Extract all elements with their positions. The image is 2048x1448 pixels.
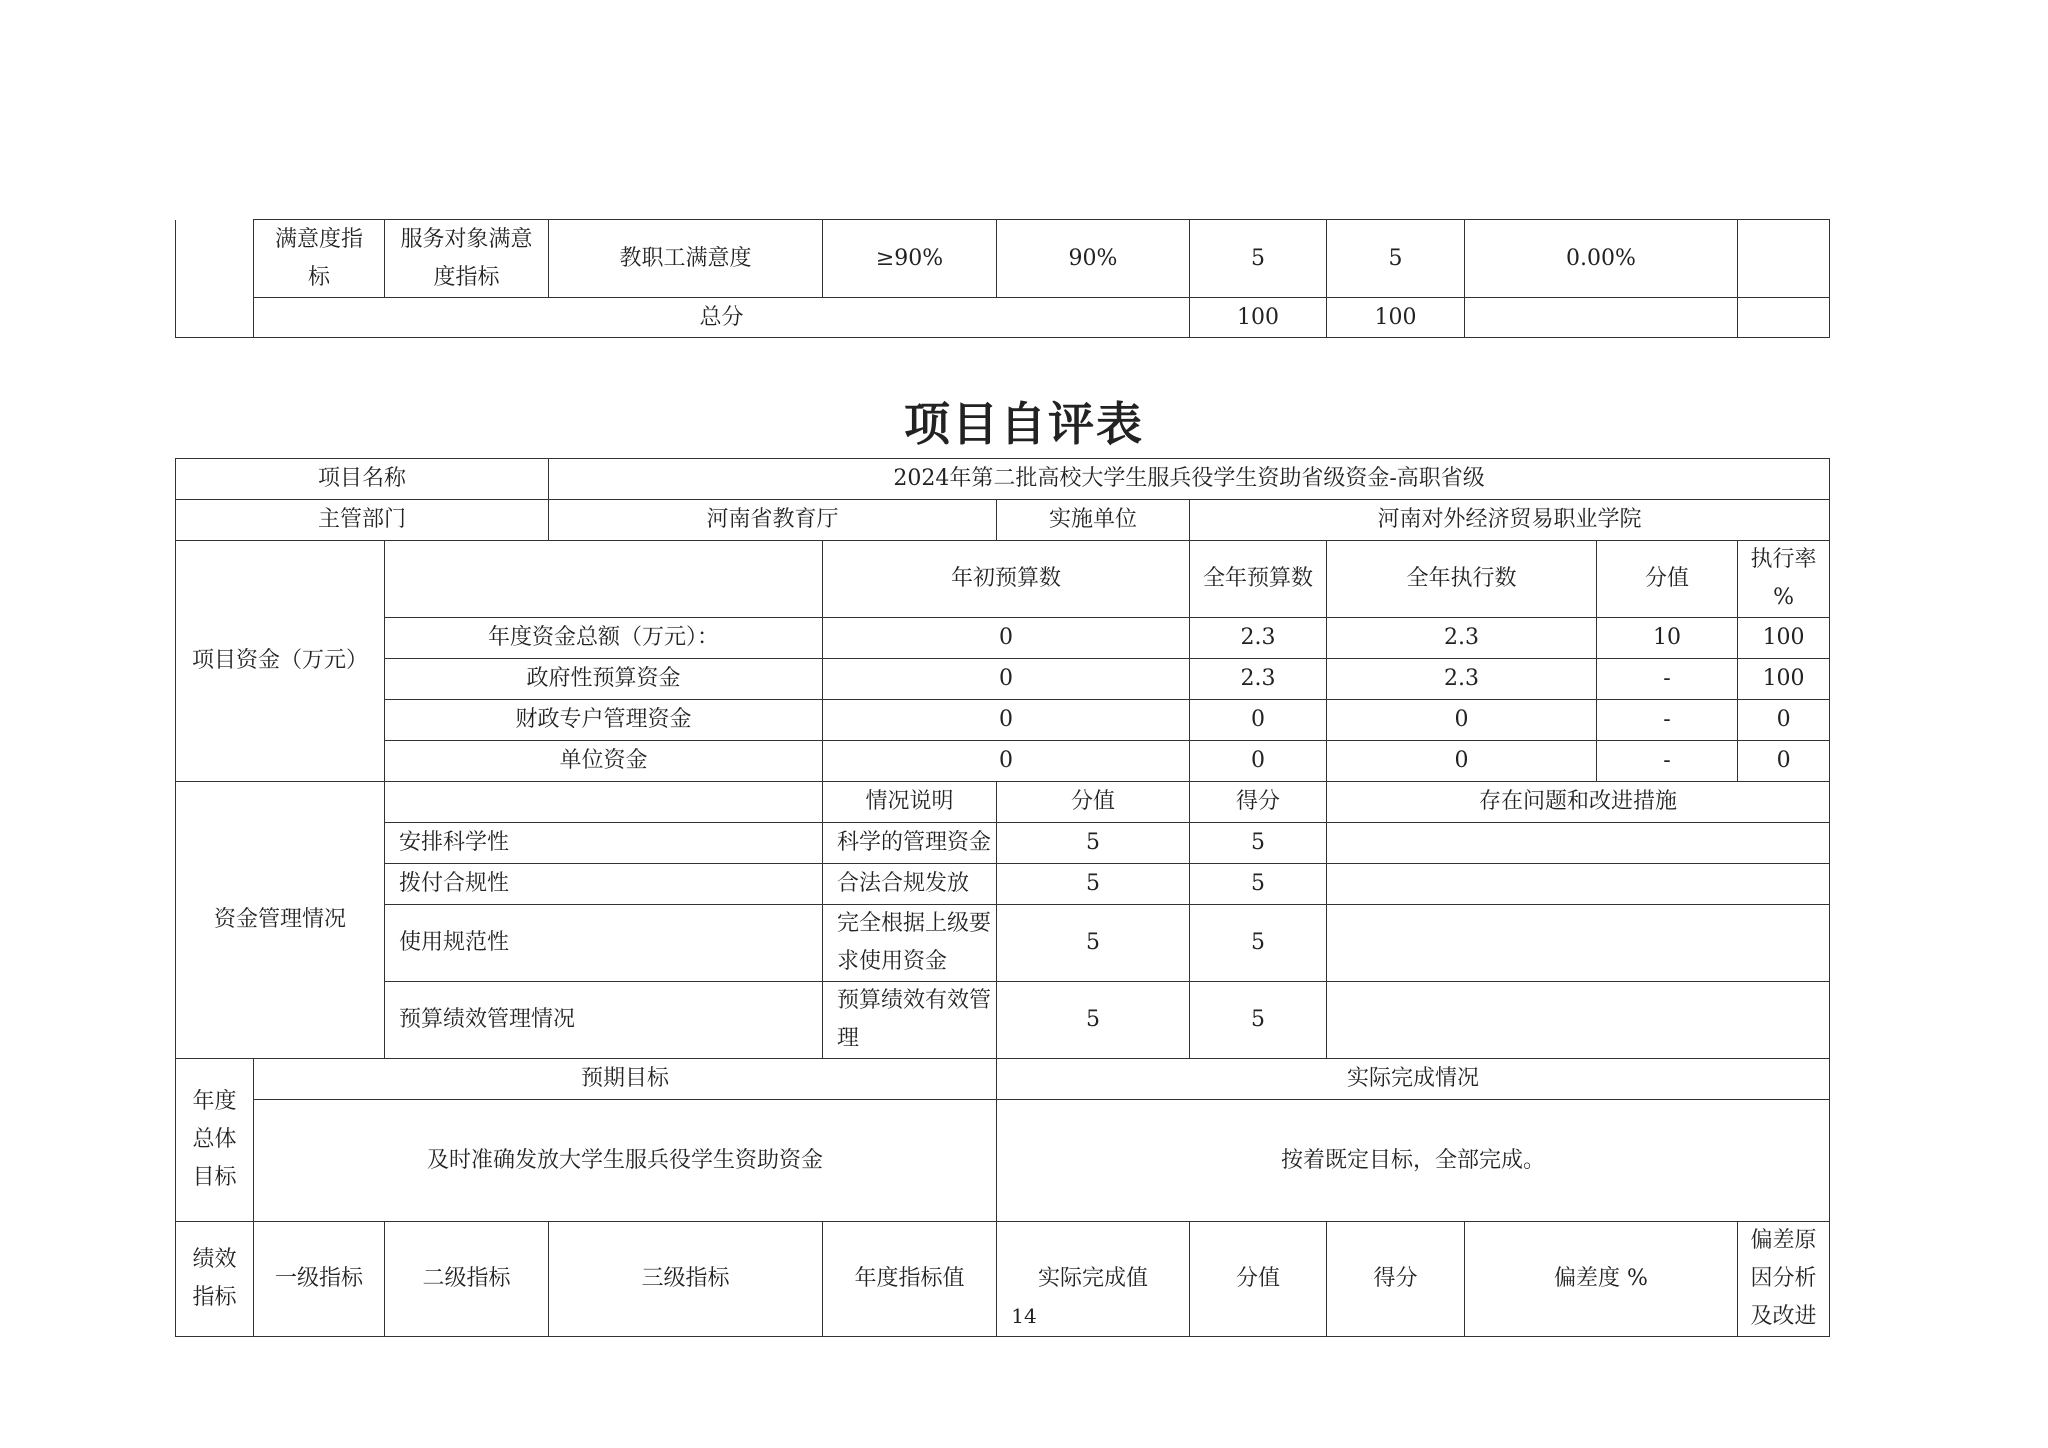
- perf-col-level1: 一级指标: [254, 1222, 385, 1337]
- funds-cell: 2.3: [1327, 618, 1597, 659]
- goals-expected-label: 预期目标: [254, 1059, 997, 1100]
- management-header-issues: 存在问题和改进措施: [1327, 782, 1830, 823]
- funds-cell: 2.3: [1190, 618, 1327, 659]
- management-item: 拨付合规性: [385, 864, 823, 905]
- funds-header-initial: 年初预算数: [823, 541, 1190, 618]
- perf-col-level3: 三级指标: [549, 1222, 823, 1337]
- management-score-value: 5: [997, 864, 1190, 905]
- page-number: 14: [1011, 1304, 1037, 1328]
- level3-indicator: 教职工满意度: [549, 220, 823, 298]
- total-label: 总分: [254, 298, 1190, 338]
- management-issue: [1327, 823, 1830, 864]
- management-desc: 完全根据上级要求使用资金: [823, 905, 997, 982]
- funds-cell: 0: [1738, 700, 1830, 741]
- management-header-blank: [385, 782, 823, 823]
- annual-target: ≥90%: [823, 220, 997, 298]
- funds-cell: 10: [1597, 618, 1738, 659]
- perf-col-score: 得分: [1327, 1222, 1465, 1337]
- funds-cell: 0: [1327, 700, 1597, 741]
- funds-header-executed: 全年执行数: [1327, 541, 1597, 618]
- total-score: 100: [1327, 298, 1465, 338]
- project-name: 2024年第二批高校大学生服兵役学生资助省级资金-高职省级: [549, 459, 1830, 500]
- funds-cell: -: [1597, 659, 1738, 700]
- funds-cell: 0: [1190, 741, 1327, 782]
- level1-indicator: 满意度指 标: [254, 220, 385, 298]
- funds-cell: 2.3: [1327, 659, 1597, 700]
- perf-col-level2: 二级指标: [385, 1222, 549, 1337]
- total-reason: [1738, 298, 1830, 338]
- management-issue: [1327, 982, 1830, 1059]
- page-title: 项目自评表: [904, 397, 1144, 451]
- perf-col-actual: 实际完成值: [997, 1222, 1190, 1337]
- management-score-value: 5: [997, 905, 1190, 982]
- perf-col-target: 年度指标值: [823, 1222, 997, 1337]
- management-item: 安排科学性: [385, 823, 823, 864]
- management-header-score-value: 分值: [997, 782, 1190, 823]
- funds-header-score-value: 分值: [1597, 541, 1738, 618]
- performance-table-continued: [175, 219, 1830, 338]
- perf-col-score-value: 分值: [1190, 1222, 1327, 1337]
- management-score: 5: [1190, 864, 1327, 905]
- management-score-value: 5: [997, 982, 1190, 1059]
- funds-row-name: 财政专户管理资金: [385, 700, 823, 741]
- management-header-desc: 情况说明: [823, 782, 997, 823]
- dept-value: 河南省教育厅: [549, 500, 997, 541]
- goals-actual-label: 实际完成情况: [997, 1059, 1830, 1100]
- management-score: 5: [1190, 905, 1327, 982]
- funds-cell: 100: [1738, 618, 1830, 659]
- perf-col-deviation: 偏差度 %: [1465, 1222, 1738, 1337]
- funds-label: 项目资金（万元）: [176, 541, 385, 782]
- performance-label: 绩效 指标: [176, 1222, 254, 1337]
- management-desc: 合法合规发放: [823, 864, 997, 905]
- funds-cell: 0: [823, 700, 1190, 741]
- blank-cell: [176, 220, 254, 338]
- funds-cell: 0: [1190, 700, 1327, 741]
- funds-header-annual: 全年预算数: [1190, 541, 1327, 618]
- funds-cell: 0: [1327, 741, 1597, 782]
- funds-row-name: 年度资金总额（万元）：: [385, 618, 823, 659]
- funds-cell: 0: [823, 659, 1190, 700]
- level2-indicator: 服务对象满意 度指标: [385, 220, 549, 298]
- funds-cell: 0: [823, 618, 1190, 659]
- management-score-value: 5: [997, 823, 1190, 864]
- funds-cell: -: [1597, 700, 1738, 741]
- funds-cell: 100: [1738, 659, 1830, 700]
- management-item: 预算绩效管理情况: [385, 982, 823, 1059]
- management-desc: 科学的管理资金: [823, 823, 997, 864]
- funds-cell: 2.3: [1190, 659, 1327, 700]
- actual-value: 90%: [997, 220, 1190, 298]
- management-label: 资金管理情况: [176, 782, 385, 1059]
- funds-cell: 0: [1738, 741, 1830, 782]
- total-score-value: 100: [1190, 298, 1327, 338]
- management-desc: 预算绩效有效管理: [823, 982, 997, 1059]
- funds-header-rate: 执行率 %: [1738, 541, 1830, 618]
- management-header-score: 得分: [1190, 782, 1327, 823]
- dept-label: 主管部门: [176, 500, 549, 541]
- score-value: 5: [1190, 220, 1327, 298]
- deviation: 0.00%: [1465, 220, 1738, 298]
- management-score: 5: [1190, 823, 1327, 864]
- funds-cell: -: [1597, 741, 1738, 782]
- total-deviation: [1465, 298, 1738, 338]
- funds-cell: 0: [823, 741, 1190, 782]
- impl-label: 实施单位: [997, 500, 1190, 541]
- self-evaluation-table: [175, 458, 1830, 1337]
- funds-row-name: 政府性预算资金: [385, 659, 823, 700]
- goals-actual: 按着既定目标，全部完成。: [997, 1100, 1830, 1222]
- goals-expected: 及时准确发放大学生服兵役学生资助资金: [254, 1100, 997, 1222]
- reason: [1738, 220, 1830, 298]
- score: 5: [1327, 220, 1465, 298]
- impl-value: 河南对外经济贸易职业学院: [1190, 500, 1830, 541]
- management-issue: [1327, 864, 1830, 905]
- project-name-label: 项目名称: [176, 459, 549, 500]
- goals-label: 年度 总体 目标: [176, 1059, 254, 1222]
- funds-row-name: 单位资金: [385, 741, 823, 782]
- management-score: 5: [1190, 982, 1327, 1059]
- perf-col-reason: 偏差原 因分析 及改进: [1738, 1222, 1830, 1337]
- management-item: 使用规范性: [385, 905, 823, 982]
- funds-header-blank: [385, 541, 823, 618]
- management-issue: [1327, 905, 1830, 982]
